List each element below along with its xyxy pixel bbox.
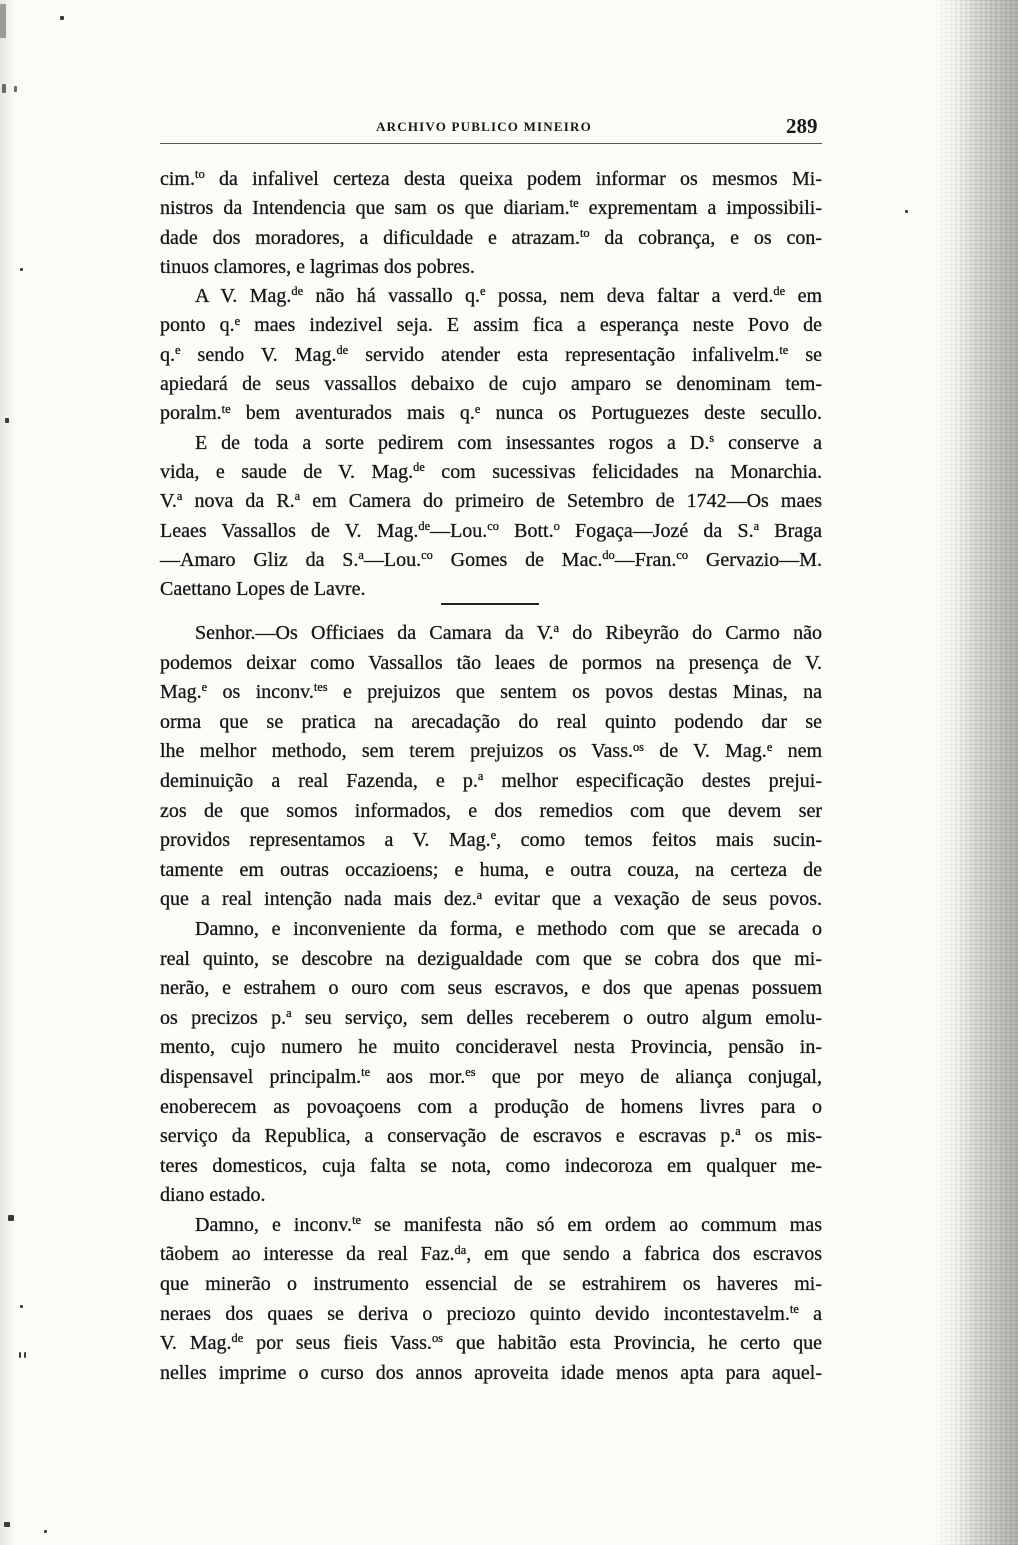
text-run: tinuos clamores, e lagrimas dos pobres. <box>160 255 475 278</box>
text-run: Leaes Vassallos de V. Mag. <box>160 519 419 542</box>
text-run: zos de que somos informados, e dos remedios com que devem ser <box>160 799 822 822</box>
scan-edge-shadow-left <box>0 0 16 1545</box>
text-run: tamente em outras occazioens; e huma, e outra couza, na certeza de <box>160 858 822 881</box>
line-content <box>195 1214 822 1236</box>
text-run: cim. <box>160 168 195 190</box>
superscript-abbreviation: de <box>336 342 349 357</box>
text-run: da infalivel certeza desta queixa podem informar os mesmos Mi- <box>204 168 822 190</box>
page-number: 289 <box>786 114 818 138</box>
text-run: nova da R. <box>182 490 295 513</box>
text-run: Gomes de Mac. <box>432 548 603 571</box>
line-content <box>160 578 365 600</box>
superscript-abbreviation: e <box>175 342 181 357</box>
text-run: enoberecem as povoaçoens com a produção de homens livres para o <box>160 1095 822 1118</box>
text-line <box>160 224 822 253</box>
text-run: A V. Mag. <box>195 285 292 308</box>
text-run: E de toda a sorte pedirem com insessantes rogos a D. <box>195 431 710 454</box>
superscript-abbreviation: a <box>176 489 183 504</box>
text-line <box>160 311 822 340</box>
line-content <box>160 1362 822 1384</box>
text-run: Damno, e inconveniente da forma, e methodo com que se arecada o <box>195 917 822 940</box>
line-content <box>160 1007 822 1029</box>
line-content <box>160 227 822 249</box>
text-run: em Camera do primeiro de Setembro de 1742—Os maes <box>300 490 822 513</box>
paragraph <box>160 915 822 1211</box>
text-line <box>160 708 822 738</box>
text-run: lhe melhor methodo, sem terem prejuizos os Vass. <box>160 740 633 763</box>
text-run: nistros da Intendencia que sam os que diariam. <box>160 197 570 220</box>
text-run: ponto q. <box>160 314 235 337</box>
superscript-abbreviation: tes <box>313 680 328 695</box>
text-run: que habitão esta Provincia, he certo que <box>442 1332 822 1355</box>
text-run: com sucessivas felicidades na Monarchia. <box>424 460 823 483</box>
superscript-abbreviation: de <box>773 284 786 299</box>
text-line <box>160 767 822 797</box>
superscript-abbreviation: s <box>709 430 715 445</box>
line-content <box>160 1125 822 1147</box>
line-content <box>195 622 822 644</box>
text-run: Gervazio—M. <box>688 548 822 571</box>
text-line <box>160 399 822 428</box>
superscript-abbreviation: to <box>195 167 205 182</box>
text-run: serviço da Republica, a conservação de escravos e escravas p. <box>160 1125 736 1148</box>
superscript-abbreviation: e <box>490 828 497 843</box>
text-line <box>160 1359 822 1389</box>
text-run: Damno, e inconv. <box>195 1213 353 1236</box>
text-run: —Amaro Gliz da S. <box>160 548 359 571</box>
superscript-abbreviation: e <box>480 284 486 299</box>
text-run: nem <box>772 740 822 763</box>
text-run: se manifesta não só em ordem ao commum mas <box>361 1213 823 1236</box>
line-content <box>160 168 822 190</box>
text-run: deminuição a real Fazenda, e p. <box>160 769 478 792</box>
text-run: nunca os Portuguezes deste secullo. <box>480 402 822 425</box>
text-run: nerão, e estrahem o ouro com seus escravos, e dos que apenas possuem <box>160 977 822 1000</box>
text-run: de V. Mag. <box>644 740 767 763</box>
paragraph <box>160 619 822 915</box>
line-content <box>195 432 822 454</box>
text-run: vida, e saude de V. Mag. <box>160 460 414 483</box>
text-run: Braga <box>759 519 822 542</box>
line-content <box>160 681 822 703</box>
text-run: dispensavel principalm. <box>160 1065 362 1088</box>
scan-speck <box>8 1215 14 1221</box>
superscript-abbreviation: a <box>735 1124 741 1139</box>
superscript-abbreviation: e <box>474 401 481 416</box>
superscript-abbreviation: e <box>234 313 241 328</box>
line-content <box>160 829 822 851</box>
line-content <box>160 1332 822 1354</box>
superscript-abbreviation: a <box>476 887 483 902</box>
text-run: evitar que a vexação de seus povos. <box>482 888 822 911</box>
line-content <box>160 197 822 219</box>
text-line <box>160 915 822 945</box>
text-line <box>160 1122 822 1152</box>
superscript-abbreviation: a <box>358 548 364 563</box>
superscript-abbreviation: a <box>286 1005 292 1020</box>
line-content <box>160 1066 822 1088</box>
text-line <box>160 341 822 370</box>
line-content <box>160 740 822 762</box>
text-line <box>160 737 822 767</box>
superscript-abbreviation: os <box>431 1331 443 1346</box>
text-run: se <box>788 343 823 366</box>
text-line <box>160 1063 822 1093</box>
text-run: orma que se pratica na arecadação do real quinto podendo dar se <box>160 710 822 733</box>
superscript-abbreviation: e <box>766 739 773 754</box>
paragraph <box>160 165 822 282</box>
scan-speck <box>60 16 64 20</box>
superscript-abbreviation: de <box>291 284 304 299</box>
text-line <box>160 1211 822 1241</box>
text-line <box>160 1240 822 1270</box>
line-content <box>160 800 822 822</box>
text-line <box>160 678 822 708</box>
text-run: neraes dos quaes se deriva o preciozo quinto devido incontestavelm. <box>160 1302 790 1325</box>
text-run: —Lou. <box>363 548 422 571</box>
text-line <box>160 194 822 223</box>
scan-speck <box>905 210 908 213</box>
text-run: real quinto, se descobre na dezigualdade com que se cobra dos que mi- <box>160 947 822 970</box>
header-rule <box>160 143 822 144</box>
text-run: os precizos p. <box>160 1006 287 1029</box>
superscript-abbreviation: os <box>632 739 645 754</box>
text-run: que por meyo de aliança conjugal, <box>475 1065 822 1088</box>
line-content <box>160 1096 822 1118</box>
line-content <box>160 977 822 999</box>
line-content <box>195 285 822 307</box>
text-run: conserve a <box>714 431 822 454</box>
superscript-abbreviation: a <box>753 518 760 533</box>
text-run: providos representamos a V. Mag. <box>160 829 491 852</box>
line-content <box>160 948 822 970</box>
text-line <box>160 429 822 458</box>
scan-speck <box>24 1352 26 1358</box>
text-run: mento, cujo numero he muito concideravel nesta Provincia, pensão in- <box>160 1036 822 1059</box>
text-run: podemos deixar como Vassallos tão leaes de pormos na presença de V. <box>160 651 822 674</box>
scan-speck <box>19 1352 21 1358</box>
text-run: Mag. <box>160 681 202 704</box>
superscript-abbreviation: te <box>789 1301 799 1316</box>
line-content <box>160 461 822 483</box>
text-line <box>160 1152 822 1182</box>
scan-speck <box>44 1530 47 1533</box>
scan-speck <box>2 84 6 93</box>
line-content <box>195 918 822 940</box>
text-line <box>160 1181 822 1211</box>
text-line <box>160 1093 822 1123</box>
text-line <box>160 885 822 915</box>
text-line <box>160 797 822 827</box>
text-run: dade dos moradores, a dificuldade e atrazam. <box>160 226 580 249</box>
text-run: —Lou. <box>430 519 488 542</box>
line-content <box>160 402 822 424</box>
text-run: teres domesticos, cuja falta se nota, como indecoroza em qualquer me- <box>160 1154 822 1177</box>
superscript-abbreviation: de <box>231 1331 244 1346</box>
text-line <box>160 165 822 194</box>
text-run: que minerão o instrumento essencial de se estrahirem os haveres mi- <box>160 1273 822 1296</box>
letter-section <box>160 619 822 1388</box>
superscript-abbreviation: to <box>579 225 590 240</box>
text-run: os mis- <box>740 1125 823 1148</box>
superscript-abbreviation: co <box>676 548 689 563</box>
line-content <box>160 373 822 395</box>
line-content <box>160 1273 822 1295</box>
text-line <box>160 856 822 886</box>
text-run: maes indezivel seja. E assim fica a esperança neste Povo de <box>240 314 823 337</box>
text-run: , em que sendo a fabrica dos escravos <box>466 1243 822 1266</box>
text-run: seu serviço, sem delles receberem o outro algum emolu- <box>291 1006 822 1029</box>
text-line <box>160 1329 822 1359</box>
text-run: aos mor. <box>370 1065 466 1088</box>
superscript-abbreviation: es <box>465 1065 476 1080</box>
text-run: possa, nem deva faltar a verd. <box>485 285 774 308</box>
superscript-abbreviation: de <box>418 518 431 533</box>
text-run: e prejuizos que sentem os povos destas Minas, na <box>327 681 822 704</box>
line-content <box>160 711 822 733</box>
text-run: q. <box>160 343 175 366</box>
superscript-abbreviation: co <box>487 518 499 533</box>
text-line <box>160 619 822 649</box>
text-run: tãobem ao interesse da real Faz. <box>160 1243 455 1266</box>
text-run: do Ribeyrão do Carmo não <box>559 622 822 644</box>
text-line <box>160 546 822 575</box>
paragraph <box>160 282 822 428</box>
scan-speck <box>5 418 9 423</box>
text-line <box>160 487 822 516</box>
line-content <box>160 859 822 881</box>
superscript-abbreviation: o <box>553 518 560 533</box>
text-run: exprementam a impossibili- <box>578 197 823 220</box>
superscript-abbreviation: te <box>779 342 789 357</box>
text-line <box>160 458 822 487</box>
text-run: não há vassallo q. <box>303 285 481 308</box>
text-run: por seus fieis Vass. <box>243 1332 432 1355</box>
text-run: da cobrança, e os con- <box>589 226 822 249</box>
text-line <box>160 370 822 399</box>
text-run: V. <box>160 490 177 513</box>
line-content <box>160 314 822 336</box>
text-line <box>160 945 822 975</box>
line-content <box>160 1155 822 1177</box>
superscript-abbreviation: de <box>413 460 425 475</box>
running-title: ARCHIVO PUBLICO MINEIRO <box>376 119 592 134</box>
text-run: os inconv. <box>207 681 314 704</box>
text-line <box>160 974 822 1004</box>
superscript-abbreviation: te <box>569 196 579 211</box>
text-line <box>160 517 822 546</box>
text-line <box>160 826 822 856</box>
scan-speck <box>4 1522 10 1527</box>
scan-speck <box>14 86 17 92</box>
text-run: bem aventurados mais q. <box>230 402 475 425</box>
superscript-abbreviation: a <box>477 769 484 784</box>
superscript-abbreviation: do <box>602 548 615 563</box>
text-line <box>160 649 822 679</box>
superscript-abbreviation: te <box>221 401 231 416</box>
text-line <box>160 1004 822 1034</box>
text-run: poralm. <box>160 402 222 425</box>
line-content <box>160 1036 822 1058</box>
text-run: Bott. <box>499 519 554 542</box>
paragraph <box>160 1211 822 1389</box>
line-content <box>160 1303 822 1325</box>
line-content <box>160 1243 822 1265</box>
superscript-abbreviation: co <box>421 548 433 563</box>
line-content <box>160 652 822 674</box>
text-line <box>160 1300 822 1330</box>
line-content <box>160 256 475 278</box>
text-run: apiedará de seus vassallos debaixo de cujo amparo se denominam tem- <box>160 373 822 396</box>
line-content <box>160 520 822 542</box>
line-content <box>160 549 822 571</box>
text-line <box>160 253 822 282</box>
superscript-abbreviation: te <box>361 1065 371 1080</box>
superscript-abbreviation: e <box>201 680 208 695</box>
text-line <box>160 1270 822 1300</box>
line-content <box>160 490 822 512</box>
text-run: servido atender esta representação infalivelm. <box>348 343 780 366</box>
line-content <box>160 1184 266 1206</box>
text-line <box>160 1033 822 1063</box>
text-run: Senhor.—Os Officiaes da Camara da V. <box>195 622 554 644</box>
text-run: —Fran. <box>614 548 677 571</box>
scan-edge-shadow-right <box>930 0 1018 1545</box>
text-run: a <box>798 1302 822 1325</box>
scan-speck <box>20 1305 23 1308</box>
line-content <box>160 888 822 910</box>
letter-continuation-section <box>160 165 822 604</box>
text-run: , como temos feitos mais sucin- <box>496 829 822 852</box>
superscript-abbreviation: te <box>352 1213 362 1228</box>
text-run: Fogaça—Jozé da S. <box>559 519 754 542</box>
paragraph <box>160 429 822 605</box>
text-run: melhor especificação destes prejui- <box>483 769 822 792</box>
text-line <box>160 282 822 311</box>
section-divider-rule <box>441 603 539 605</box>
superscript-abbreviation: a <box>294 489 301 504</box>
text-line <box>160 575 822 604</box>
superscript-abbreviation: a <box>553 621 560 636</box>
scan-speck <box>20 268 23 271</box>
scan-speck <box>0 4 6 38</box>
text-run: nelles imprime o curso dos annos aproveita idade menos apta para aquel- <box>160 1361 822 1384</box>
line-content <box>160 770 822 792</box>
text-run: em <box>785 285 822 308</box>
text-run: sendo V. Mag. <box>180 343 337 366</box>
text-run: diano estado. <box>160 1184 266 1207</box>
line-content <box>160 344 822 366</box>
superscript-abbreviation: da <box>454 1242 467 1257</box>
text-run: que a real intenção nada mais dez. <box>160 888 477 911</box>
text-run: V. Mag. <box>160 1332 232 1355</box>
text-run: Caettano Lopes de Lavre. <box>160 578 366 601</box>
